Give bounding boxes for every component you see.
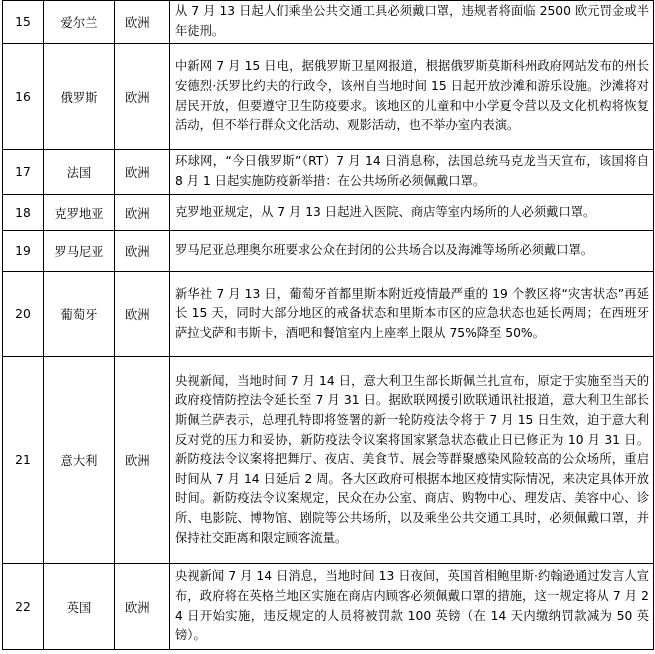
table-row bbox=[3, 272, 654, 357]
row-number: 22 bbox=[3, 564, 44, 650]
policy-description: 央视新闻 7 月 14 日消息，当地时间 13 日夜间，英国首相鲍里斯·约翰逊通过发言人宣布，政府将在英格兰地区实施在商店内顾客必须佩戴口罩的措施，这一规定将从 7 月 24 日开始实施，违反规定的人员将被罚款 100 英镑（在 14 天内缴纳罚款减为 50 英镑）。 bbox=[170, 564, 654, 650]
region-name: 欧洲 bbox=[115, 357, 170, 564]
policy-table bbox=[2, 0, 654, 650]
table-row bbox=[3, 564, 654, 650]
row-number: 16 bbox=[3, 44, 44, 150]
region-name: 欧洲 bbox=[115, 1, 170, 44]
table-row bbox=[3, 44, 654, 150]
region-name: 欧洲 bbox=[115, 44, 170, 150]
country-name: 爱尔兰 bbox=[44, 1, 115, 44]
policy-description: 环球网，“今日俄罗斯”（RT）7 月 14 日消息称，法国总统马克龙当天宣布，该国将自 8 月 1 日起实施防疫新举措：在公共场所必须佩戴口罩。 bbox=[170, 150, 654, 195]
policy-description: 克罗地亚规定，从 7 月 13 日起进入医院、商店等室内场所的人必须戴口罩。 bbox=[170, 195, 654, 231]
country-name: 英国 bbox=[44, 564, 115, 650]
policy-description: 央视新闻，当地时间 7 月 14 日，意大利卫生部长斯佩兰扎宣布，原定于实施至当天的政府疫情防控法令延长至 7 月 31 日。据欧联网援引欧联通讯社报道，意大利卫生部长斯佩兰萨表示，总理孔特即将签署的新一轮防疫法令将于 7 月 15 日生效，迫于意大利反对党的压力和妥协，新防疫法令议案将国家紧急状态截止日已修正为 10 月 31 日。新防疫法令议案将把舞厅、夜店、美食节、展会等群聚感染风险较高的公众场所，重启时间从 7 月 14 日延后 2 周。各大区政府可根据本地区疫情实际情况，来决定具体开放时间。新防疫法令议案规定，民众在办公室、商店、购物中心、理发店、美容中心、诊所、电影院、博物馆、剧院等公共场所，以及乘坐公共交通工具时，必须佩戴口罩，并保持社交距离和限定顾客流量。 bbox=[170, 357, 654, 564]
region-name: 欧洲 bbox=[115, 564, 170, 650]
policy-description: 中新网 7 月 15 日电，据俄罗斯卫星网报道，根据俄罗斯莫斯科州政府网站发布的州长安德烈·沃罗比约夫的行政令，该州自当地时间 15 日起开放沙滩和游乐设施。沙滩将对居民开放，但要遵守卫生防疫要求。该地区的儿童和中小学夏令营以及文化机构将恢复活动，但不举行群众文化活动、观影活动，也不举办室内表演。 bbox=[170, 44, 654, 150]
region-name: 欧洲 bbox=[115, 150, 170, 195]
country-name: 葡萄牙 bbox=[44, 272, 115, 357]
country-name: 罗马尼亚 bbox=[44, 231, 115, 272]
row-number: 20 bbox=[3, 272, 44, 357]
policy-description: 罗马尼亚总理奥尔班要求公众在封闭的公共场合以及海滩等场所必须戴口罩。 bbox=[170, 231, 654, 272]
policy-description: 从 7 月 13 日起人们乘坐公共交通工具必须戴口罩，违规者将面临 2500 欧元罚金或半年徒刑。 bbox=[170, 1, 654, 44]
table-row bbox=[3, 1, 654, 44]
row-number: 15 bbox=[3, 1, 44, 44]
country-name: 意大利 bbox=[44, 357, 115, 564]
table-row bbox=[3, 150, 654, 195]
region-name: 欧洲 bbox=[115, 195, 170, 231]
row-number: 18 bbox=[3, 195, 44, 231]
table-row bbox=[3, 195, 654, 231]
region-name: 欧洲 bbox=[115, 272, 170, 357]
row-number: 19 bbox=[3, 231, 44, 272]
country-name: 法国 bbox=[44, 150, 115, 195]
row-number: 21 bbox=[3, 357, 44, 564]
region-name: 欧洲 bbox=[115, 231, 170, 272]
table-row bbox=[3, 357, 654, 564]
table-row bbox=[3, 231, 654, 272]
country-name: 克罗地亚 bbox=[44, 195, 115, 231]
country-name: 俄罗斯 bbox=[44, 44, 115, 150]
row-number: 17 bbox=[3, 150, 44, 195]
policy-description: 新华社 7 月 13 日，葡萄牙首都里斯本附近疫情最严重的 19 个教区将“灾害状态”再延长 15 天，同时大部分地区的戒备状态和里斯本市区的应急状态也延长两周；在西班牙萨拉戈萨和韦斯卡，酒吧和餐馆室内上座率上限从 75%降至 50%。 bbox=[170, 272, 654, 357]
